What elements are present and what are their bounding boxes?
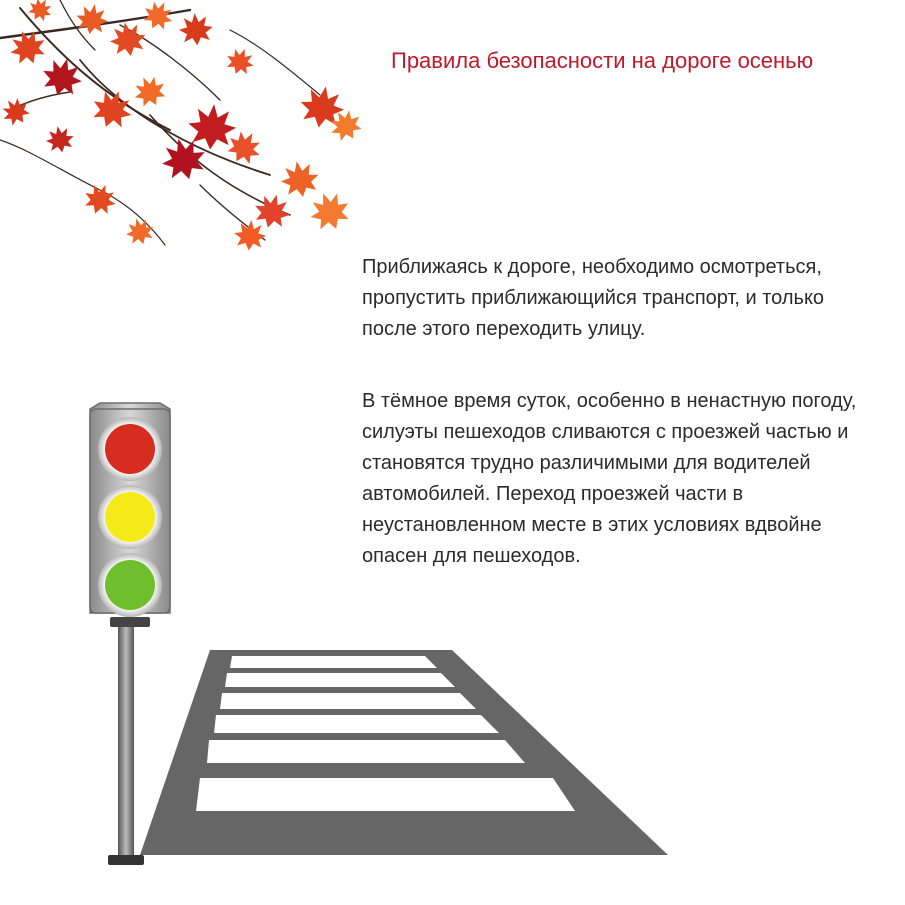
safety-paragraph-darkness: В тёмное время суток, особенно в ненастную погоду, силуэты пешеходов сливаются с проезжей частью и становятся трудно различимыми для водителей автомобилей. Переход проезжей части в неустановленном месте в этих условиях вдвойне опасен для пешеходов.: [362, 390, 857, 567]
page-title: Правила безопасности на дороге осенью: [391, 48, 814, 73]
autumn-maple-branch-icon: [0, 0, 380, 260]
safety-paragraph-approach: Приближаясь к дороге, необходимо осмотреться, пропустить приближающийся транспорт, и только после этого переходить улицу.: [362, 256, 825, 340]
pedestrian-crossing-icon: [130, 645, 670, 855]
yellow-signal: [105, 492, 155, 542]
red-signal: [105, 424, 155, 474]
green-signal: [105, 560, 155, 610]
